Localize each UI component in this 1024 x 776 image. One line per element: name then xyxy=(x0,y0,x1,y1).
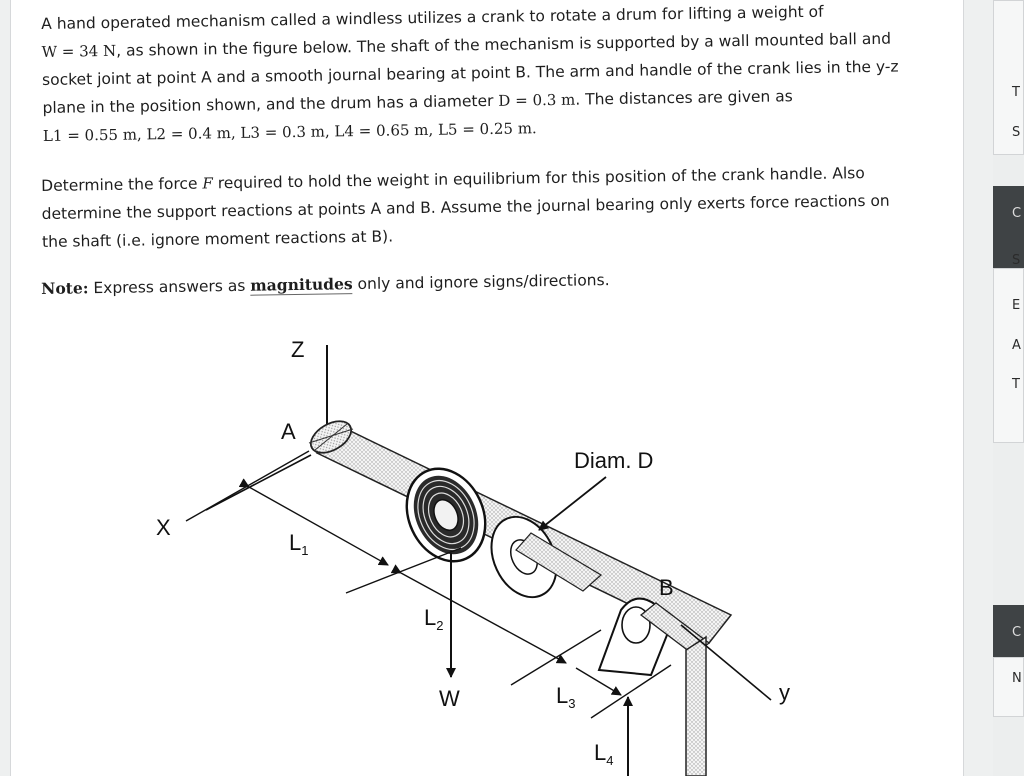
sidebar-letter-1: T xyxy=(1012,85,1020,100)
windlass-figure xyxy=(131,325,831,776)
statement-line-3: socket joint at point A and a smooth journal bearing at point B. The arm and handle of the crank lies in the y-z xyxy=(41,57,899,89)
point-a-label: A xyxy=(281,419,296,444)
statement-line-4b: . The distances are given as xyxy=(575,87,793,109)
distances-list: L1 = 0.55 m, L2 = 0.4 m, L3 = 0.3 m, L4 = 0.65 m, L5 = 0.25 m. xyxy=(42,119,537,145)
sidebar-letter-7: T xyxy=(1012,377,1020,392)
task-line-1a: Determine the force xyxy=(41,174,203,195)
l3-label: $L_3$ xyxy=(556,683,576,711)
question-panel xyxy=(10,0,964,776)
sidebar-letter-5: E xyxy=(1012,298,1021,313)
x-axis xyxy=(206,455,311,510)
problem-statement xyxy=(41,0,943,150)
note-line xyxy=(41,261,921,303)
note-label: Note: xyxy=(41,278,89,298)
note xyxy=(41,261,921,303)
sidebar-letter-6: A xyxy=(1012,338,1021,353)
sidebar-letter-4: S xyxy=(1012,253,1021,268)
diameter-leader xyxy=(539,477,606,530)
dim-extension-mid xyxy=(346,548,461,593)
answer-sidebar xyxy=(993,0,1024,776)
y-axis-label: y xyxy=(779,680,790,705)
l2-label: $L_2$ xyxy=(424,605,444,633)
z-axis-label: Z xyxy=(291,337,305,362)
statement-line-4a: plane in the position shown, and the drum has a diameter xyxy=(42,91,499,117)
task-line-1b: required to hold the weight in equilibrium for this position of the crank handle. Also xyxy=(212,164,865,193)
note-emphasis: magnitudes xyxy=(250,274,353,295)
force-symbol: F xyxy=(202,174,213,193)
dim-l1 xyxy=(249,487,388,565)
sidebar-letter-2: S xyxy=(1012,125,1021,140)
diameter-value: D = 0.3 m xyxy=(498,90,576,110)
sidebar-letter-9: N xyxy=(1012,671,1022,686)
x-axis-label: X xyxy=(156,515,171,540)
task-statement xyxy=(41,158,922,256)
task-line-2: determine the support reactions at points A and B. Assume the journal bearing only exerts force reactions on xyxy=(41,191,890,223)
diameter-label: Diam. D xyxy=(574,448,654,473)
l4-label: $L_4$ xyxy=(594,740,614,768)
note-text-a: Express answers as xyxy=(93,276,246,298)
note-text-b: only and ignore signs/directions. xyxy=(357,271,610,294)
l1-label: $L_1$ xyxy=(289,530,309,558)
sidebar-box-middle[interactable] xyxy=(993,268,1024,443)
weight-value: W = 34 N xyxy=(41,41,117,61)
weight-label: W xyxy=(439,686,460,711)
statement-line-2-text: , as shown in the figure below. The shaft of the mechanism is supported by a wall mounted ball and xyxy=(116,29,892,60)
task-line-3: the shaft (i.e. ignore moment reactions at B). xyxy=(41,227,394,251)
point-b-label: B xyxy=(659,575,674,600)
crank-handle xyxy=(686,637,706,776)
statement-line-1: A hand operated mechanism called a windless utilizes a crank to rotate a drum for lifting a weight of xyxy=(41,2,824,33)
sidebar-letter-8: C xyxy=(1012,625,1022,640)
sidebar-box-bottom[interactable] xyxy=(993,657,1024,717)
sidebar-letter-3: C xyxy=(1012,206,1022,221)
